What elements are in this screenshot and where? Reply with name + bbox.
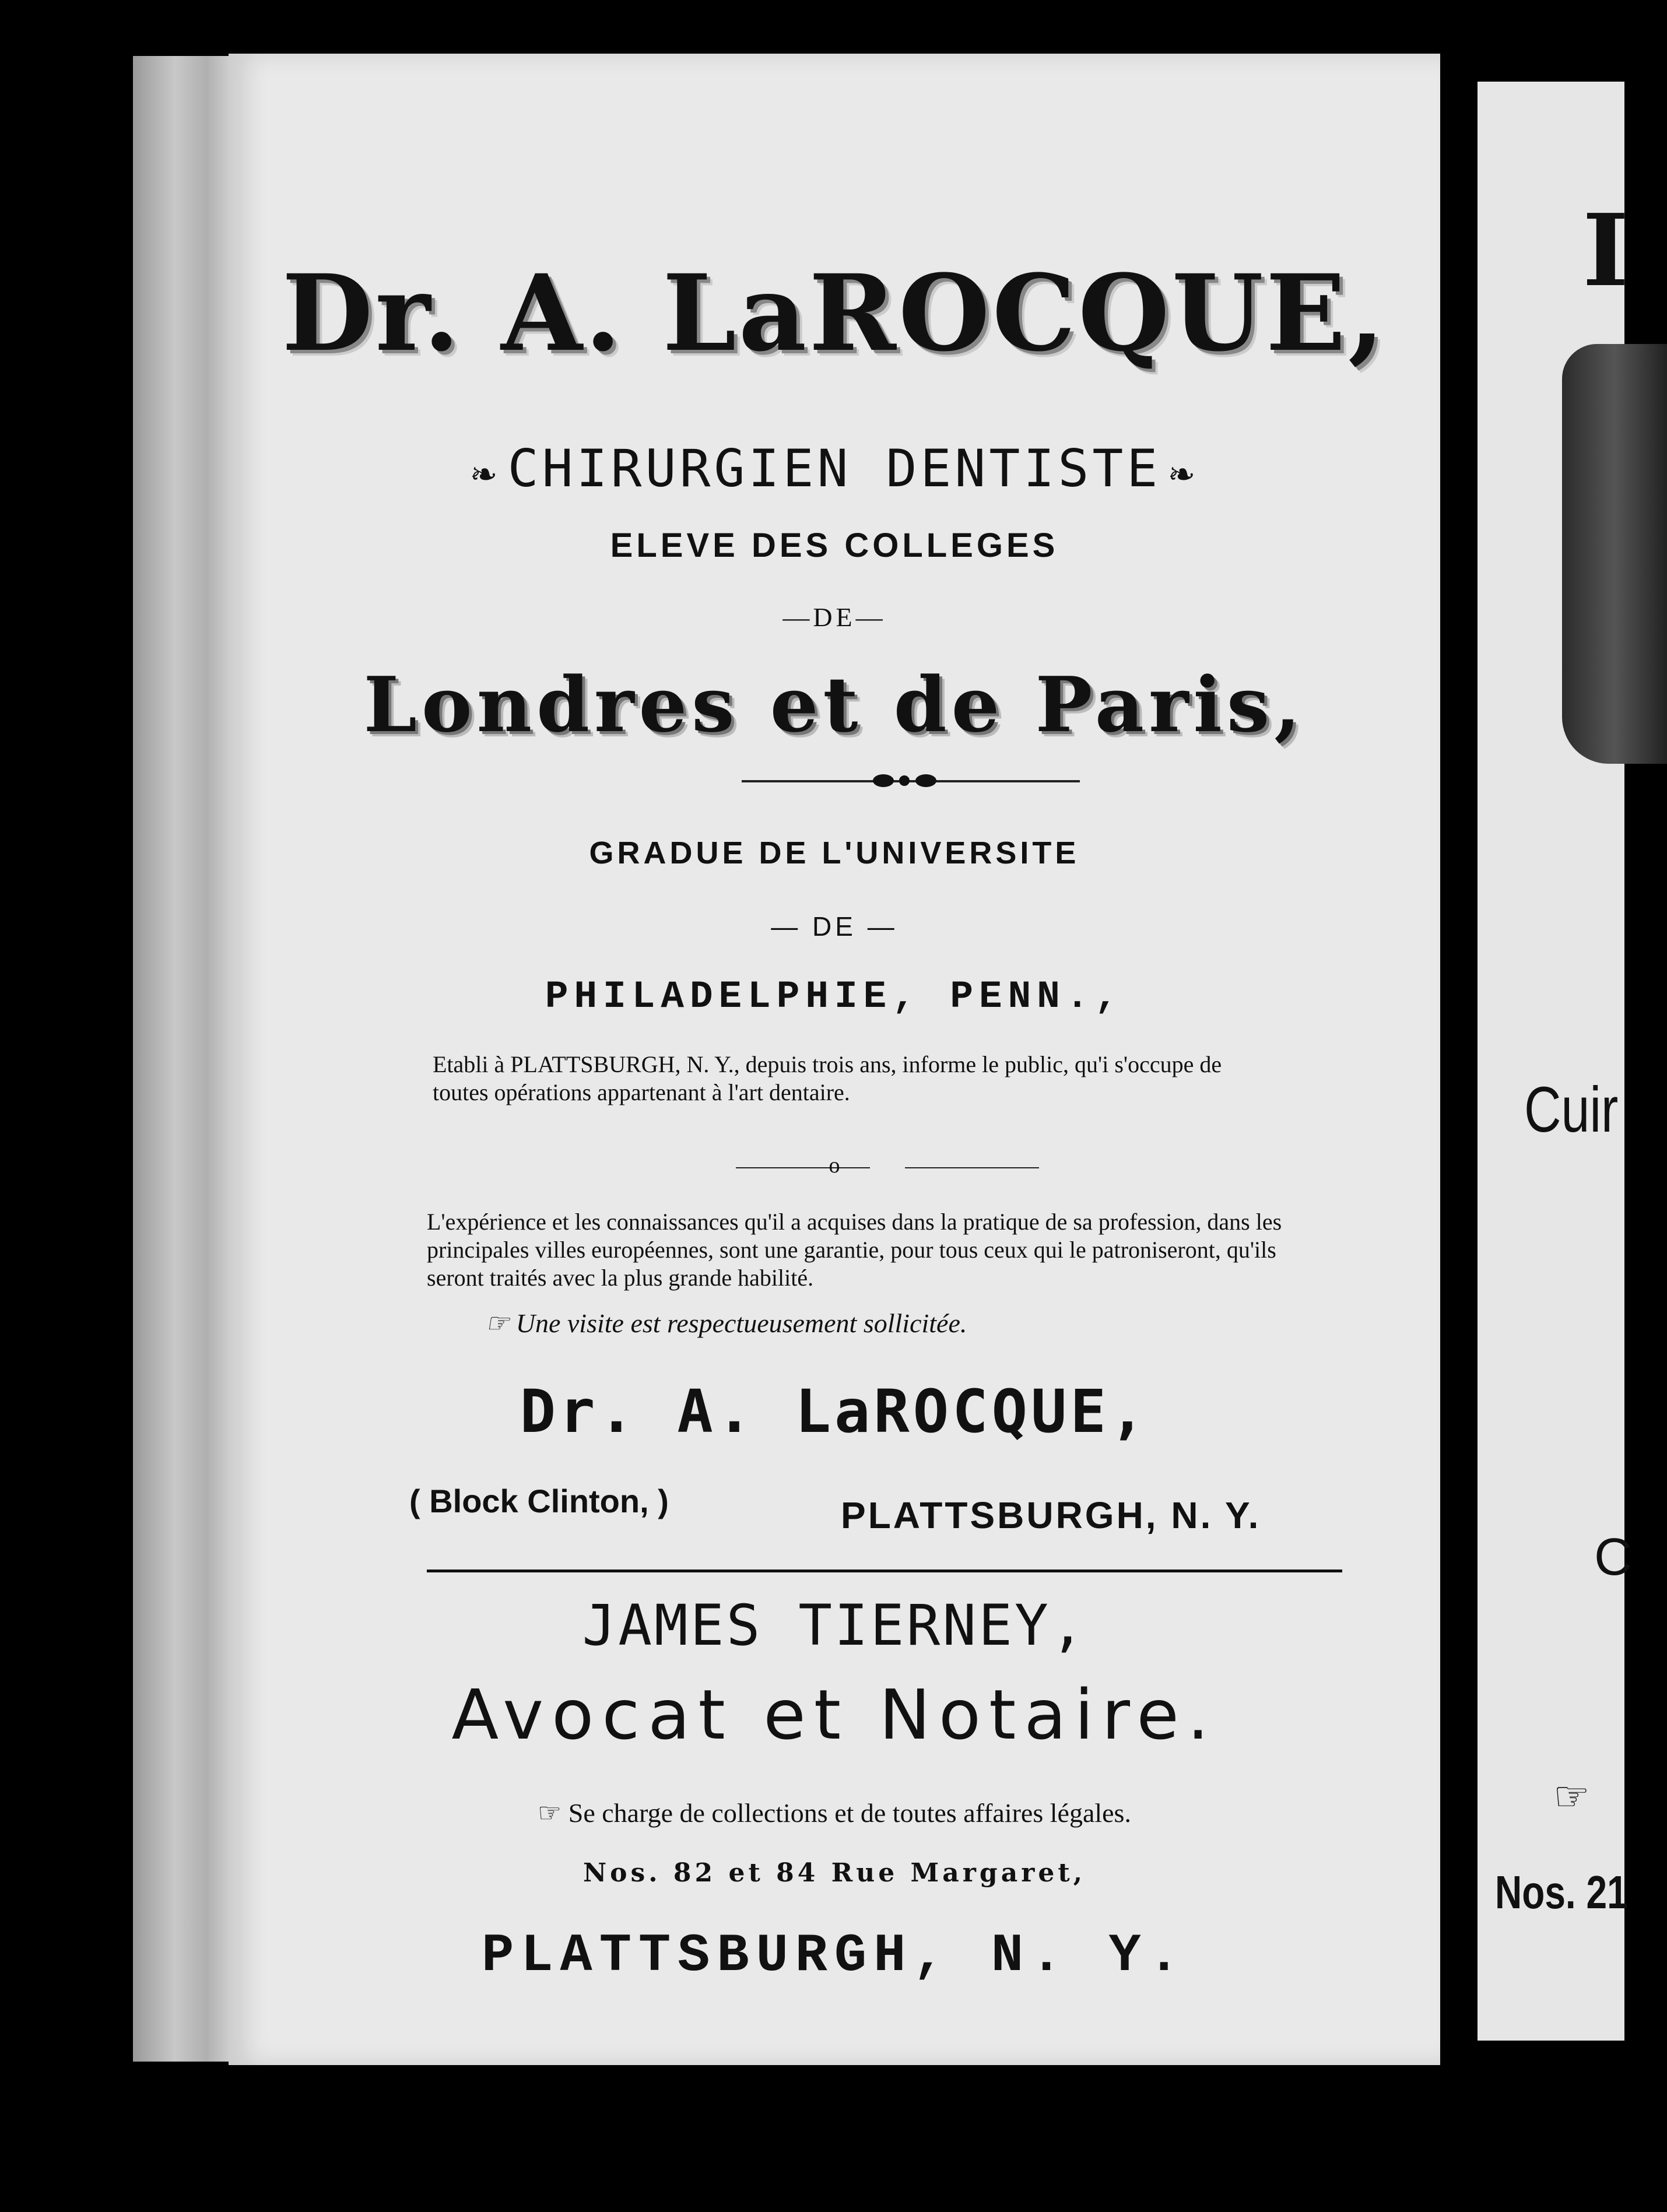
boot-illustration bbox=[1562, 344, 1667, 764]
lawyer-address: Nos. 82 et 84 Rue Margaret, bbox=[582, 1858, 1086, 1888]
philadelphie-heading: PHILADELPHIE, PENN., bbox=[545, 975, 1124, 1019]
pointing-hand-icon: ☞ bbox=[485, 1308, 510, 1338]
separator-o: o bbox=[829, 1153, 840, 1178]
gradue-heading: GRADUE DE L'UNIVERSITE bbox=[589, 835, 1080, 870]
charge-text: Se charge de collections et de toutes affaires légales. bbox=[568, 1798, 1131, 1828]
de-connector-2: — DE — bbox=[771, 911, 898, 942]
eleve-heading: ELEVE DES COLLEGES bbox=[610, 526, 1059, 564]
ornamental-divider bbox=[742, 780, 1080, 782]
visite-line bbox=[485, 1307, 967, 1339]
dentist-city: PLATTSBURGH, N. Y. bbox=[841, 1494, 1261, 1536]
visite-text: Une visite est respectueusement sollicitée. bbox=[515, 1308, 967, 1338]
lawyer-city: PLATTSBURGH, N. Y. bbox=[482, 1925, 1187, 1986]
dentist-title-line bbox=[229, 438, 1440, 498]
dentist-name-repeat: Dr. A. LaROCQUE, bbox=[520, 1377, 1149, 1446]
etabli-paragraph: Etabli à PLATTSBURGH, N. Y., depuis trois ans, informe le public, qu'i s'occupe de toutes opérations appartenant à l'art dentaire. bbox=[433, 1051, 1222, 1105]
adjacent-heading-letter: I bbox=[1582, 192, 1629, 309]
divider-dot bbox=[899, 775, 910, 786]
adjacent-nos-text: Nos. 21 bbox=[1495, 1866, 1628, 1918]
de-connector-1: —DE— bbox=[782, 602, 886, 632]
section-rule bbox=[427, 1570, 1342, 1572]
experience-paragraph: L'expérience et les connaissances qu'il a acquises dans la pratique de sa profession, dans les principales villes européennes, sont une garantie, pour tous ceux qui le patroniseront, qu'ils seront traités avec la plus grande habilité. bbox=[427, 1209, 1282, 1291]
ornament-right-icon: ❧ bbox=[1169, 448, 1198, 497]
pointing-hand-icon: ☞ bbox=[538, 1798, 562, 1828]
adjacent-page-fragment bbox=[1478, 82, 1632, 2041]
adjacent-c-text: C bbox=[1594, 1528, 1632, 1586]
lawyer-profession: Avocat et Notaire. bbox=[451, 1674, 1217, 1755]
charge-line bbox=[229, 1797, 1440, 1828]
divider-diamond-right bbox=[915, 774, 936, 787]
dentist-title: CHIRURGIEN DENTISTE bbox=[507, 438, 1161, 498]
dentist-name-heading: Dr. A. LaROCQUE, bbox=[282, 252, 1387, 375]
book-page-edges bbox=[133, 56, 238, 2062]
adjacent-pointing-hand-icon: ☞ bbox=[1553, 1775, 1590, 1820]
divider-diamond-left bbox=[873, 774, 894, 787]
advertisement-page bbox=[229, 54, 1440, 2065]
ornament-left-icon: ❧ bbox=[471, 448, 500, 497]
separator-line-right bbox=[905, 1167, 1039, 1168]
lawyer-name: JAMES TIERNEY, bbox=[582, 1593, 1087, 1658]
block-clinton-text: ( Block Clinton, ) bbox=[409, 1483, 669, 1519]
cities-heading: Londres et de Paris, bbox=[363, 660, 1305, 749]
adjacent-cuir-text: Cuir bbox=[1524, 1074, 1619, 1146]
